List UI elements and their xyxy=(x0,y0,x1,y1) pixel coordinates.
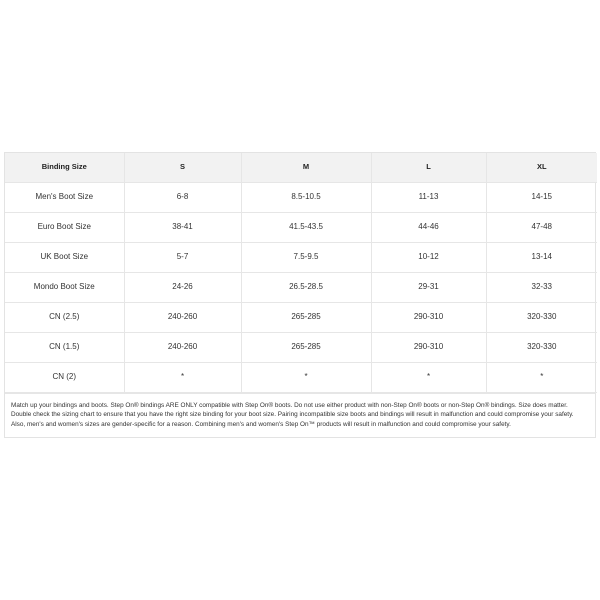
row-label: Euro Boot Size xyxy=(5,212,124,242)
table-row xyxy=(5,212,597,242)
table-row xyxy=(5,332,597,362)
table-row xyxy=(5,362,597,392)
compatibility-note: Match up your bindings and boots. Step On® bindings ARE ONLY compatible with Step On® boots. Do not use either product with non-Step On® boots or non-Step On® bindings. Size does matter. Double check the sizing chart to ensure that you have the right size binding for your boot size. Pairing incompatible size boots and bindings will result in malfunction and could compromise your safety. Also, men's and women's sizes are gender-specific for a reason. Combining men's and women's Step On™ products will result in malfunction and could compromise your safety. xyxy=(5,393,595,438)
header-size-l: L xyxy=(371,153,486,182)
header-size-xl: XL xyxy=(486,153,597,182)
table-cell: 290-310 xyxy=(371,302,486,332)
table-row xyxy=(5,182,597,212)
table-cell: 38-41 xyxy=(124,212,241,242)
table-cell: 11-13 xyxy=(371,182,486,212)
table-row xyxy=(5,272,597,302)
size-chart xyxy=(4,152,596,438)
table-cell: 44-46 xyxy=(371,212,486,242)
table-cell: 265-285 xyxy=(241,302,371,332)
table-cell: 7.5-9.5 xyxy=(241,242,371,272)
table-cell: 26.5-28.5 xyxy=(241,272,371,302)
row-label: CN (2.5) xyxy=(5,302,124,332)
table-cell: 24-26 xyxy=(124,272,241,302)
table-header-row xyxy=(5,153,597,182)
table-cell: 240-260 xyxy=(124,332,241,362)
header-size-m: M xyxy=(241,153,371,182)
table-cell: 320-330 xyxy=(486,302,597,332)
table-row xyxy=(5,302,597,332)
table-cell: 5-7 xyxy=(124,242,241,272)
table-cell: * xyxy=(371,362,486,392)
row-label: Men's Boot Size xyxy=(5,182,124,212)
table-cell: 47-48 xyxy=(486,212,597,242)
table-cell: 13-14 xyxy=(486,242,597,272)
table-cell: 10-12 xyxy=(371,242,486,272)
table-cell: 6-8 xyxy=(124,182,241,212)
table-cell: 320-330 xyxy=(486,332,597,362)
table-cell: 41.5-43.5 xyxy=(241,212,371,242)
table-cell: 14-15 xyxy=(486,182,597,212)
table-cell: * xyxy=(124,362,241,392)
table-cell: 8.5-10.5 xyxy=(241,182,371,212)
table-cell: * xyxy=(241,362,371,392)
row-label: Mondo Boot Size xyxy=(5,272,124,302)
header-binding-size: Binding Size xyxy=(5,153,124,182)
table-cell: 32-33 xyxy=(486,272,597,302)
row-label: UK Boot Size xyxy=(5,242,124,272)
header-size-s: S xyxy=(124,153,241,182)
table-cell: 265-285 xyxy=(241,332,371,362)
row-label: CN (2) xyxy=(5,362,124,392)
binding-size-table xyxy=(5,153,597,393)
table-row xyxy=(5,242,597,272)
table-cell: 240-260 xyxy=(124,302,241,332)
row-label: CN (1.5) xyxy=(5,332,124,362)
table-cell: * xyxy=(486,362,597,392)
table-cell: 290-310 xyxy=(371,332,486,362)
table-cell: 29-31 xyxy=(371,272,486,302)
